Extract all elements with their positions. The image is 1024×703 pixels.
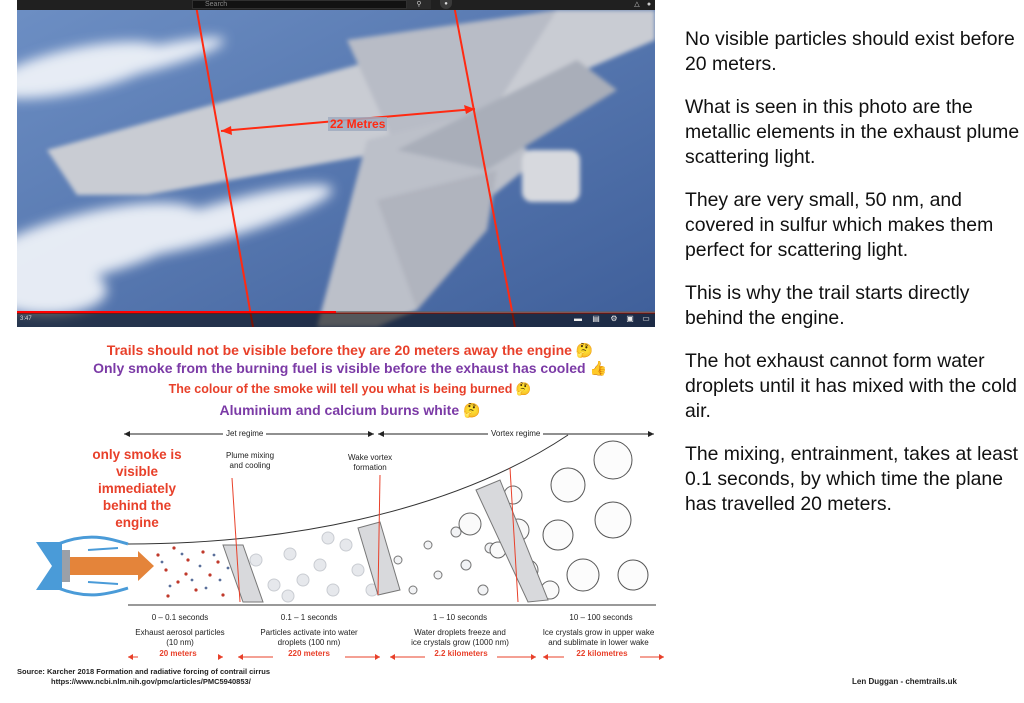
- distance-label: 22 Metres: [330, 117, 386, 131]
- stage-1-time: 0 – 0.1 seconds: [151, 613, 209, 622]
- caption-aluminium: [45, 402, 655, 419]
- caption-text: Aluminium and calcium burns white: [219, 402, 460, 418]
- thinking-emoji-icon: 🤔: [515, 382, 532, 396]
- time-code: 3:47: [20, 316, 32, 322]
- stage-2-time: 0.1 – 1 seconds: [280, 613, 338, 622]
- theater-mode-icon[interactable]: ▭: [642, 314, 650, 323]
- paragraph-6: The mixing, entrainment, takes at least 0.1 seconds, by which time the plane has travelled 20 meters.: [685, 443, 1019, 515]
- search-input[interactable]: Search: [192, 0, 407, 9]
- paragraph-1: No visible particles should exist before 20 meters.: [685, 28, 1015, 75]
- plume-mixing-label: Plume mixing and cooling: [226, 451, 275, 470]
- autoplay-toggle-icon[interactable]: ▬: [574, 314, 582, 323]
- caption-only-smoke: [36, 360, 664, 377]
- author-credit: Len Duggan - chemtrails.uk: [852, 677, 957, 686]
- source-url[interactable]: https://www.ncbi.nlm.nih.gov/pmc/articles/PMC5940853/: [51, 677, 251, 686]
- avatar[interactable]: ●: [646, 1, 652, 8]
- stage-4-desc: Ice crystals grow in upper wake and sublimate in lower wake: [542, 628, 655, 647]
- stage-2-distance: 220 meters: [273, 649, 345, 658]
- airplane-photo: [17, 0, 655, 327]
- caption-smoke-colour: [45, 382, 655, 397]
- paragraph-2: What is seen in this photo are the metallic elements in the exhaust plume scattering light.: [685, 96, 1020, 168]
- paragraph-4: This is why the trail starts directly behind the engine.: [685, 282, 970, 329]
- stage-1-desc: Exhaust aerosol particles (10 nm): [135, 628, 225, 647]
- settings-gear-icon[interactable]: ⚙: [610, 314, 618, 323]
- thinking-emoji-icon: 🤔: [463, 402, 481, 418]
- video-progress-fill: [17, 311, 336, 313]
- caption-text: Trails should not be visible before they are 20 meters away the engine: [106, 342, 572, 358]
- subtitles-icon[interactable]: ▤: [592, 314, 600, 323]
- vortex-regime-label: Vortex regime: [488, 429, 543, 438]
- explanation-text: [685, 27, 1020, 535]
- paragraph-5: The hot exhaust cannot form water droplets until it has mixed with the cold air.: [685, 350, 1017, 422]
- only-smoke-annotation: only smoke is visible immediately behind the engine: [92, 447, 182, 530]
- mic-icon[interactable]: ●: [440, 0, 452, 9]
- video-screenshot[interactable]: [17, 0, 655, 327]
- stage-3-desc: Water droplets freeze and ice crystals grow (1000 nm): [411, 628, 509, 647]
- thumbs-up-emoji-icon: 👍: [589, 360, 607, 376]
- jet-regime-label: Jet regime: [223, 429, 266, 438]
- caption-text: The colour of the smoke will tell you what is being burned: [168, 382, 513, 396]
- stage-3-distance: 2.2 kilometers: [425, 649, 497, 658]
- stage-4-time: 10 – 100 seconds: [569, 613, 633, 622]
- video-controls: [17, 311, 655, 327]
- stage-1-distance: 20 meters: [138, 649, 218, 658]
- wake-vortex-label: Wake vortex formation: [348, 453, 393, 472]
- source-citation: [17, 667, 270, 687]
- thinking-emoji-icon: 🤔: [575, 342, 594, 358]
- stage-2-desc: Particles activate into water droplets (100 nm): [260, 628, 358, 647]
- notification-icon[interactable]: △: [634, 1, 640, 8]
- miniplayer-icon[interactable]: ▣: [626, 314, 634, 323]
- search-icon[interactable]: ⚲: [407, 0, 431, 9]
- paragraph-3: They are very small, 50 nm, and covered in sulfur which makes them perfect for scattering light.: [685, 189, 994, 261]
- source-title: Source: Karcher 2018 Formation and radiative forcing of contrail cirrus: [17, 667, 270, 676]
- caption-text: Only smoke from the burning fuel is visible before the exhaust has cooled: [93, 360, 586, 376]
- stage-3-time: 1 – 10 seconds: [432, 613, 488, 622]
- caption-trails-visible: [45, 342, 655, 359]
- stage-4-distance: 22 kilometres: [564, 649, 640, 658]
- video-progress-bar[interactable]: [17, 311, 655, 313]
